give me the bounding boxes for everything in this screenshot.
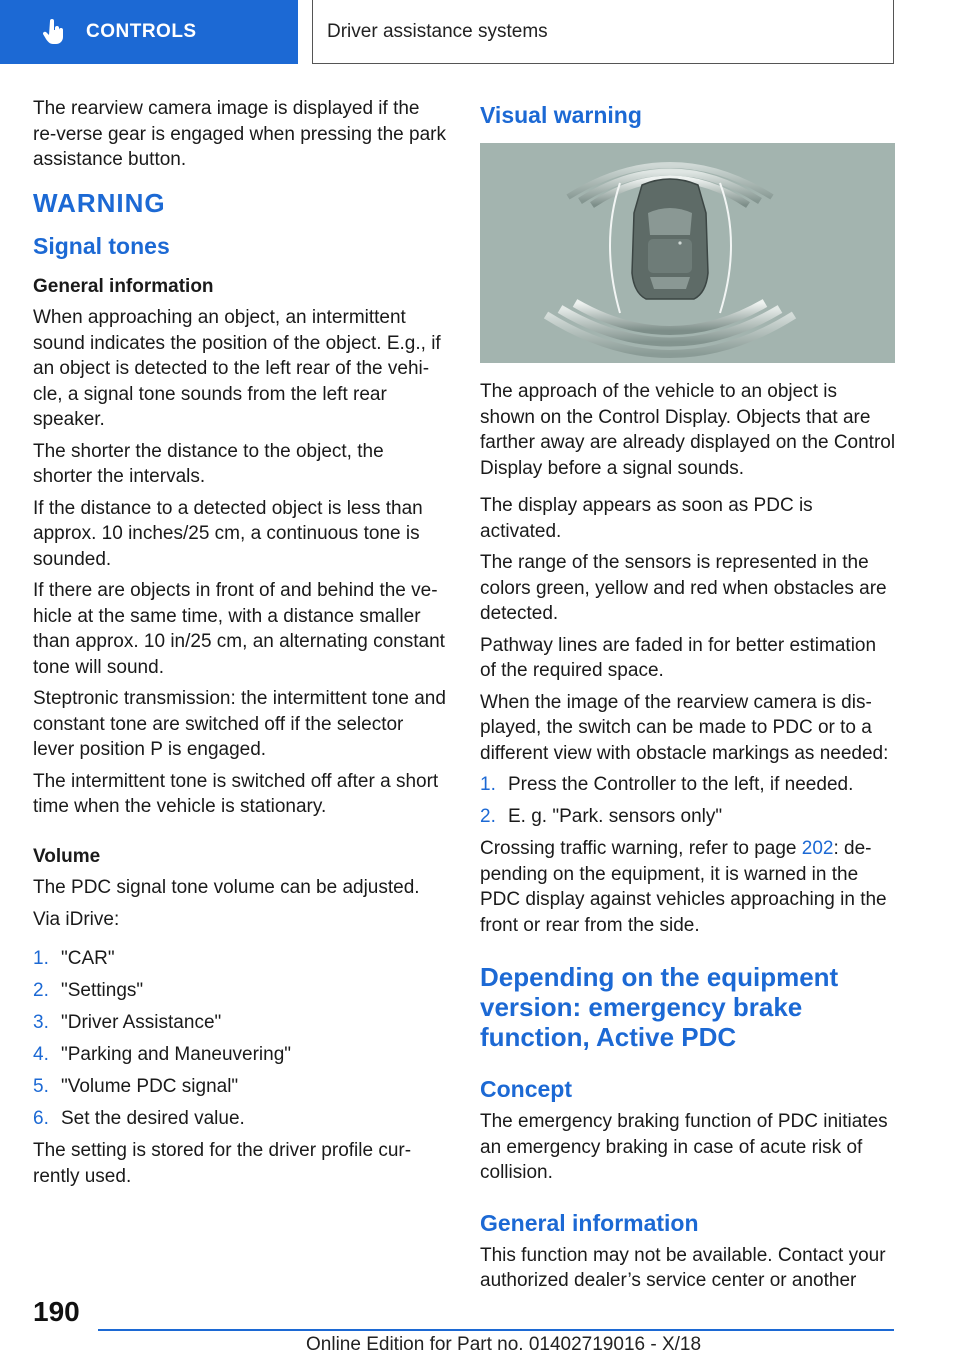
volume-subheading: Volume (33, 845, 101, 867)
paragraph: The setting is stored for the driver profile cur‐rently used. (33, 1140, 412, 1187)
list-item (480, 804, 896, 830)
general-information-heading: General information (480, 1209, 699, 1236)
step-number: 3. (33, 1012, 49, 1033)
pdc-vehicle-figure (480, 143, 895, 363)
emergency-brake-heading: Depending on the equipment version: emergency brake function, Active PDC (480, 962, 839, 1052)
list-item (480, 772, 896, 798)
crossing-text-before: Crossing traffic warning, refer to page (480, 838, 802, 859)
footer-divider (98, 1329, 894, 1331)
step-number: 2. (33, 980, 49, 1001)
list-item (33, 1106, 446, 1132)
step-text: "Parking and Maneuvering" (61, 1044, 292, 1065)
list-item (33, 1010, 446, 1036)
idrive-steps-list (33, 946, 446, 1132)
paragraph: Pathway lines are faded in for better estimation of the required space. (480, 634, 877, 681)
list-item (33, 946, 446, 972)
page-reference-link[interactable]: 202 (801, 838, 834, 859)
step-text: "CAR" (61, 948, 115, 969)
pdc-display-illustration (480, 143, 895, 363)
step-text: Press the Controller to the left, if needed. (508, 774, 854, 795)
intro-paragraph: The rearview camera image is displayed if the re‐verse gear is engaged when pressing the park assistance button. (33, 98, 446, 170)
crossing-traffic-paragraph (480, 836, 896, 938)
paragraph: The intermittent tone is switched off after a short time when the vehicle is stationary. (33, 770, 439, 817)
paragraph: The display appears as soon as PDC is activated. (480, 495, 813, 542)
general-information-subheading: General information (33, 275, 214, 297)
paragraph: The range of the sensors is represented in the colors green, yellow and red when obstacles are detected. (480, 552, 887, 624)
paragraph: This function may not be available. Contact your authorized dealer’s service center or another (480, 1244, 886, 1291)
concept-heading: Concept (480, 1076, 572, 1102)
paragraph: When approaching an object, an intermittent sound indicates the position of the object. E.g., if an object is detected to the left rear of the vehi‐cle, a signal tone sounds from the left rear speaker. (33, 307, 441, 430)
list-item (33, 1074, 446, 1100)
list-item (33, 978, 446, 1004)
step-number: 1. (33, 948, 49, 969)
right-column (480, 96, 896, 1294)
page-number: 190 (33, 1296, 80, 1327)
left-column (33, 96, 446, 1189)
paragraph: The approach of the vehicle to an object is shown on the Control Display. Objects that are farther away are already displayed on the Control Display before a signal sounds. (480, 381, 896, 479)
step-text: "Volume PDC signal" (61, 1076, 239, 1097)
paragraph: The emergency braking function of PDC initiates an emergency braking in case of acute risk of collision. (480, 1111, 888, 1183)
hand-pointer-icon (42, 18, 66, 46)
section-tab (0, 0, 298, 64)
step-number: 6. (33, 1108, 49, 1129)
paragraph: If there are objects in front of and behind the ve‐hicle at the same time, with a distance smaller than approx. 10 in/25 cm, an alternating constant tone will sound. (33, 580, 445, 678)
paragraph: Via iDrive: (33, 908, 120, 930)
step-number: 5. (33, 1076, 49, 1097)
chapter-title-box (312, 0, 894, 64)
crossing-text-after: : de‐pending on the equipment, it is warned in the PDC display against vehicles approaching in the front or rear from the side. (480, 838, 887, 936)
edition-footer: Online Edition for Part no. 01402719016 - X/18 (306, 1334, 702, 1355)
paragraph: Steptronic transmission: the intermittent tone and constant tone are switched off if the selector lever position P is engaged. (33, 688, 446, 760)
paragraph: The shorter the distance to the object, the shorter the intervals. (33, 440, 384, 487)
step-number: 4. (33, 1044, 49, 1065)
paragraph: If the distance to a detected object is less than approx. 10 inches/25 cm, a continuous tone is sounded. (33, 497, 423, 570)
chapter-title: Driver assistance systems (327, 20, 548, 42)
signal-tones-heading: Signal tones (33, 232, 170, 259)
step-text: E. g. "Park. sensors only" (508, 806, 723, 827)
step-number: 1. (480, 774, 496, 795)
warning-heading: WARNING (33, 187, 166, 218)
visual-warning-heading: Visual warning (480, 102, 642, 128)
paragraph: The PDC signal tone volume can be adjusted. (33, 877, 420, 898)
section-label: CONTROLS (86, 21, 197, 42)
paragraph: When the image of the rearview camera is dis‐played, the switch can be made to PDC or to a different view with obstacle markings as needed: (480, 691, 889, 764)
list-item (33, 1042, 446, 1068)
step-text: "Settings" (61, 980, 144, 1001)
pdc-view-steps-list (480, 772, 896, 830)
step-number: 2. (480, 806, 496, 827)
step-text: "Driver Assistance" (61, 1012, 222, 1033)
page-header (0, 0, 960, 66)
step-text: Set the desired value. (61, 1108, 245, 1129)
